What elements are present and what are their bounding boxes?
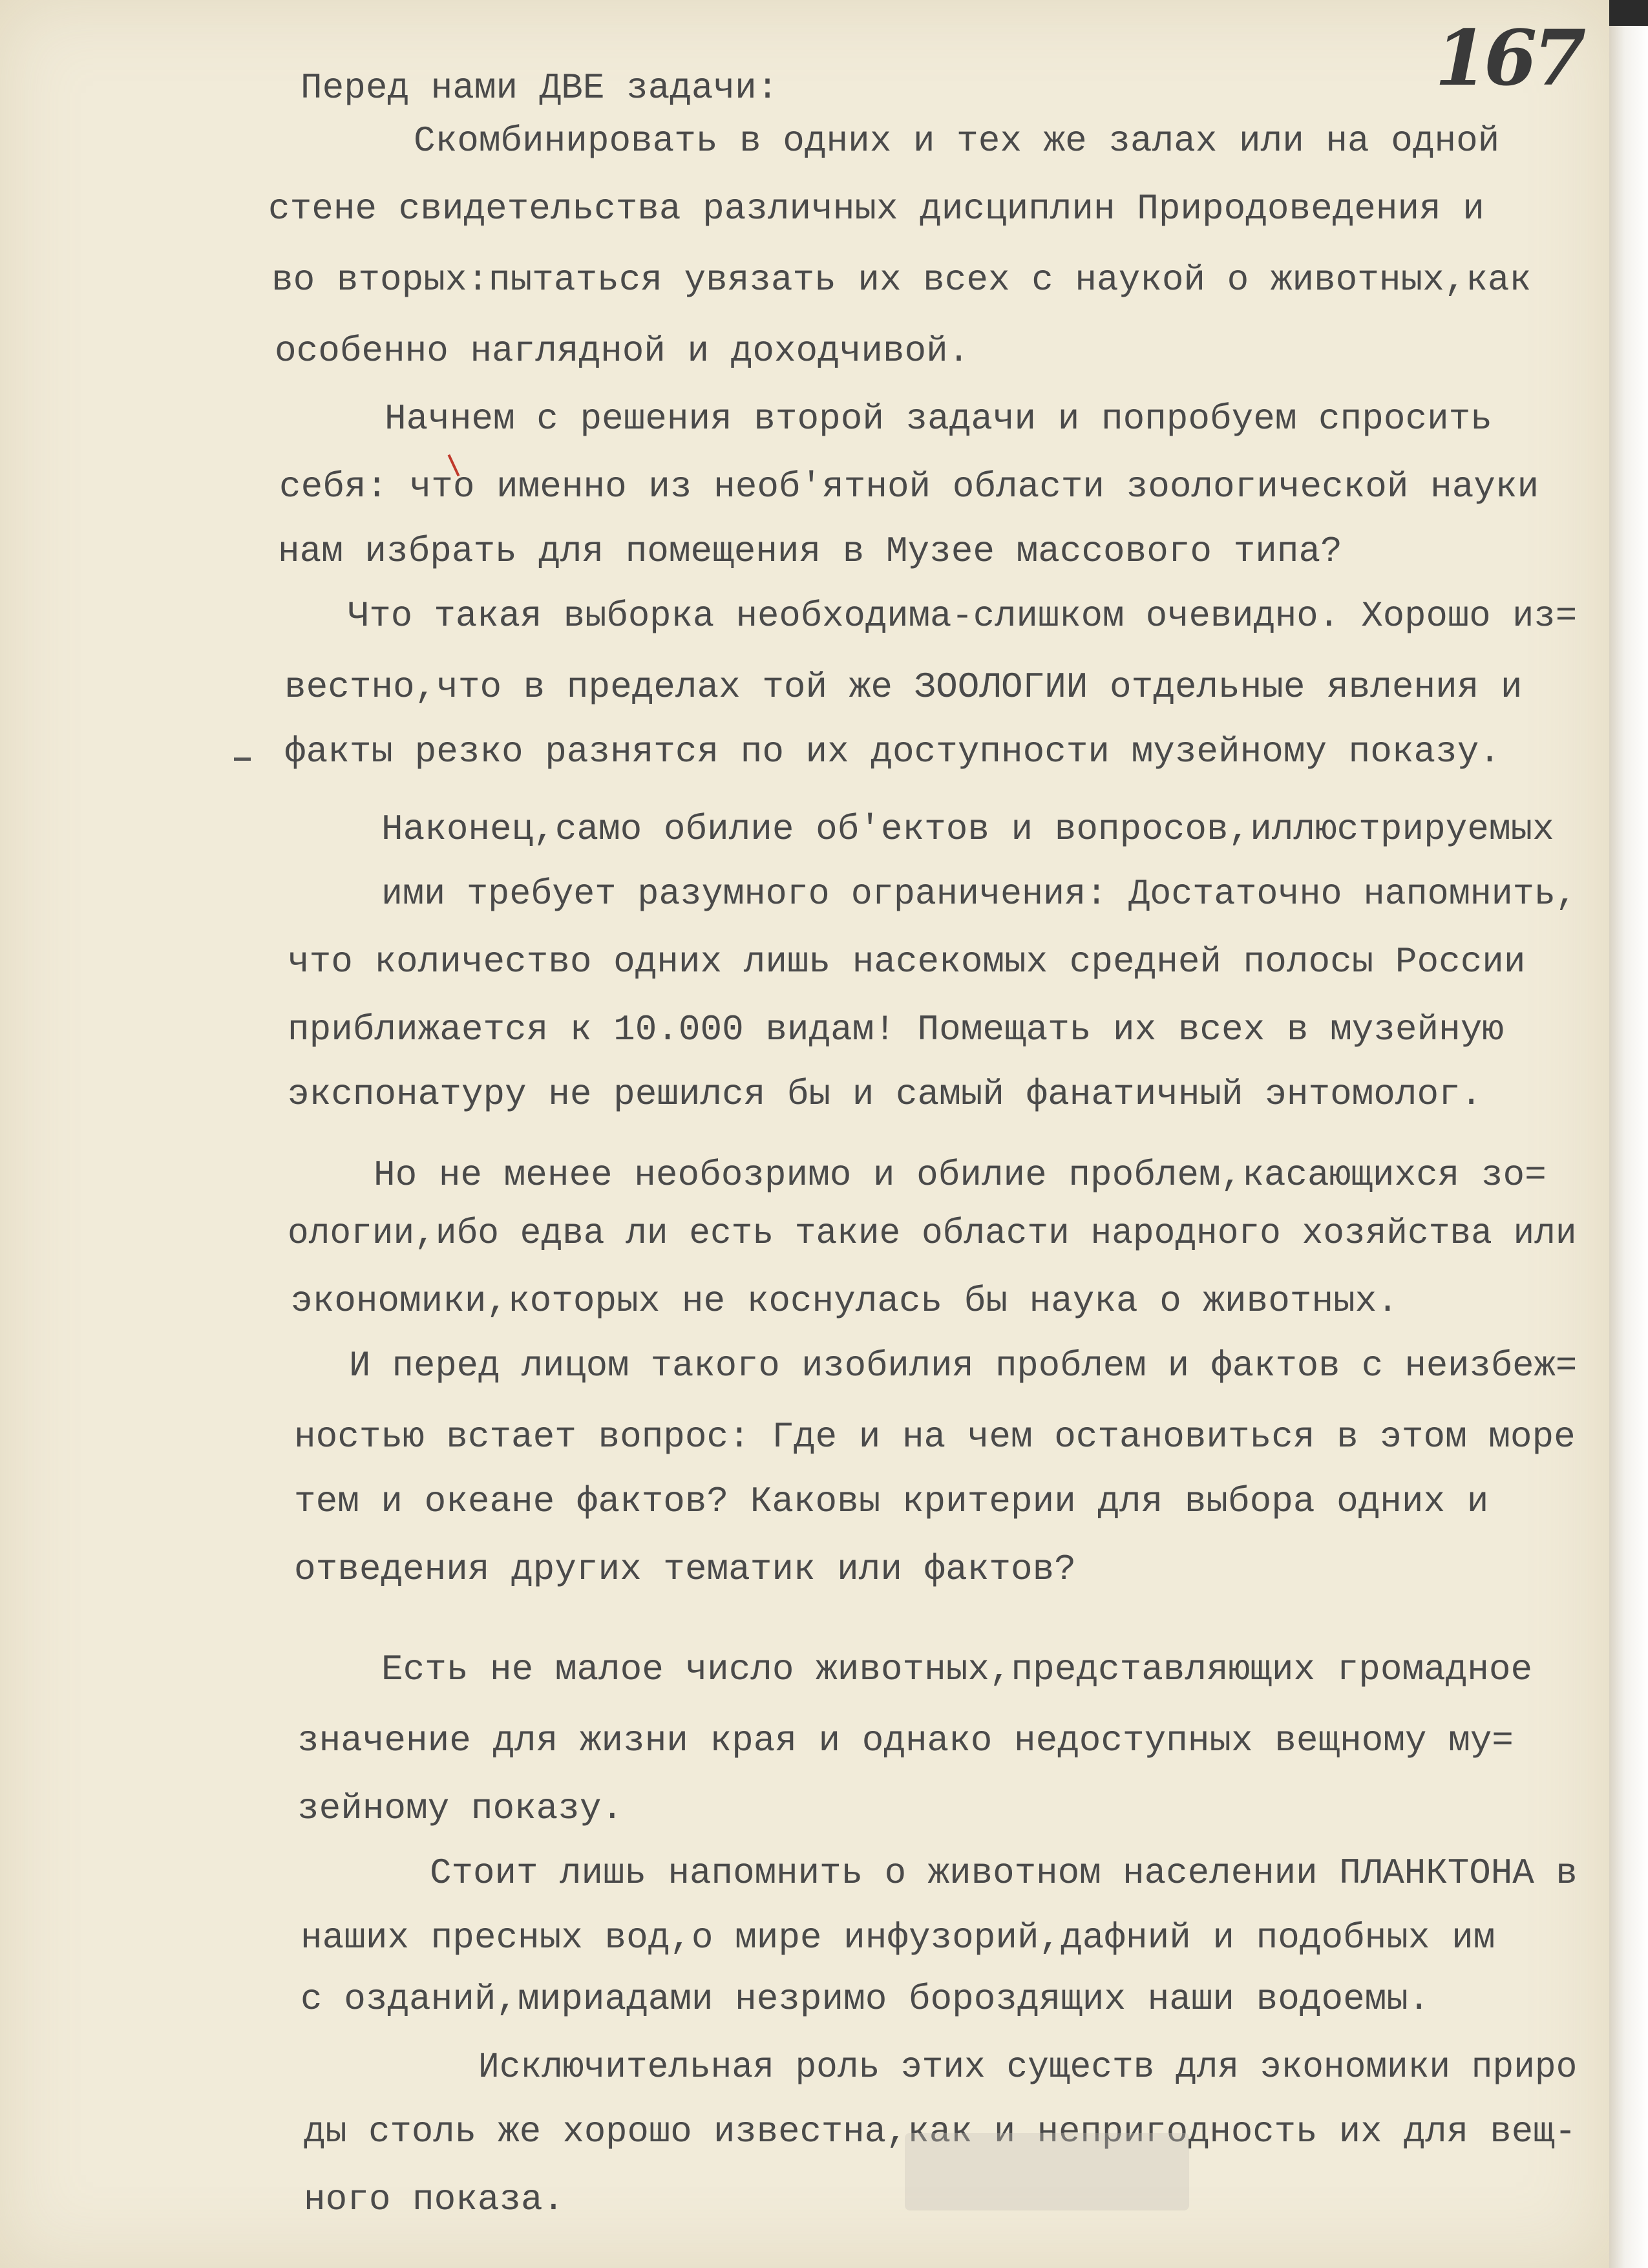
text-line: Наконец,само обилие об'ектов и вопросов,иллюстрируемых xyxy=(381,809,1554,850)
text-line: нам избрать для помещения в Музее массового типа? xyxy=(278,531,1342,572)
margin-dash-mark xyxy=(234,758,251,761)
text-line: Что такая выборка необходима-слишком очевидно. Хорошо из= xyxy=(348,595,1578,637)
text-line: Скомбинировать в одних и тех же залах или на одной xyxy=(414,120,1500,162)
text-line: во вторых:пытаться увязать их всех с наукой о животных,как xyxy=(271,259,1532,301)
text-line: Перед нами ДВЕ задачи: xyxy=(301,67,779,109)
text-line: с озданий,мириадами незримо бороздящих наши водоемы. xyxy=(301,1978,1430,2020)
text-line: экономики,которых не коснулась бы наука о животных. xyxy=(291,1280,1399,1322)
text-line: ностью встает вопрос: Где и на чем остановиться в этом море xyxy=(294,1416,1576,1457)
text-line: Стоит лишь напомнить о животном населении ПЛАНКТОНА в xyxy=(430,1852,1578,1894)
text-line: ного показа. xyxy=(304,2179,565,2220)
text-line: что количество одних лишь насекомых средней полосы России xyxy=(288,941,1526,982)
text-line: отведения других тематик или фактов? xyxy=(294,1549,1076,1590)
text-line: значение для жизни края и однако недоступных вещному му= xyxy=(297,1720,1514,1761)
text-line: ими требует разумного ограничения: Достаточно напомнить, xyxy=(381,873,1577,915)
text-line: ды столь же хорошо известна,как и непригодность их для вещ- xyxy=(304,2111,1576,2152)
faded-stamp-mark xyxy=(905,2133,1189,2210)
text-line: Исключительная роль этих существ для экономики приро xyxy=(478,2046,1578,2088)
text-line: стене свидетельства различных дисциплин Природоведения и xyxy=(268,188,1484,229)
page-corner-shadow xyxy=(1609,0,1648,26)
text-line: факты резко разнятся по их доступности музейному показу. xyxy=(284,731,1501,772)
text-line: ологии,ибо едва ли есть такие области народного хозяйства или xyxy=(288,1213,1577,1254)
text-line: тем и океане фактов? Каковы критерии для выбора одних и xyxy=(294,1481,1489,1522)
text-line: наших пресных вод,о мире инфузорий,дафний и подобных им xyxy=(301,1917,1495,1958)
text-line: Есть не малое число животных,представляющих громадное xyxy=(381,1649,1533,1690)
folio-number: 167 xyxy=(1435,13,1583,103)
text-line: Начнем с решения второй задачи и попробуем спросить xyxy=(385,398,1492,440)
text-line: экспонатуру не решился бы и самый фанатичный энтомолог. xyxy=(288,1074,1483,1115)
text-line: зейному показу. xyxy=(297,1788,624,1829)
page-edge xyxy=(1609,0,1648,2268)
text-line: приближается к 10.000 видам! Помещать их всех в музейную xyxy=(288,1009,1504,1050)
text-line: И перед лицом такого изобилия проблем и фактов с неизбеж= xyxy=(349,1345,1578,1386)
text-line: особенно наглядной и доходчивой. xyxy=(275,330,970,372)
text-line: вестно,что в пределах той же ЗООЛОГИИ отдельные явления и xyxy=(284,666,1523,708)
text-line: Но не менее необозримо и обилие проблем,касающихся зо= xyxy=(374,1154,1547,1196)
text-line: себя: что именно из необ'ятной области зоологической науки xyxy=(279,466,1539,507)
